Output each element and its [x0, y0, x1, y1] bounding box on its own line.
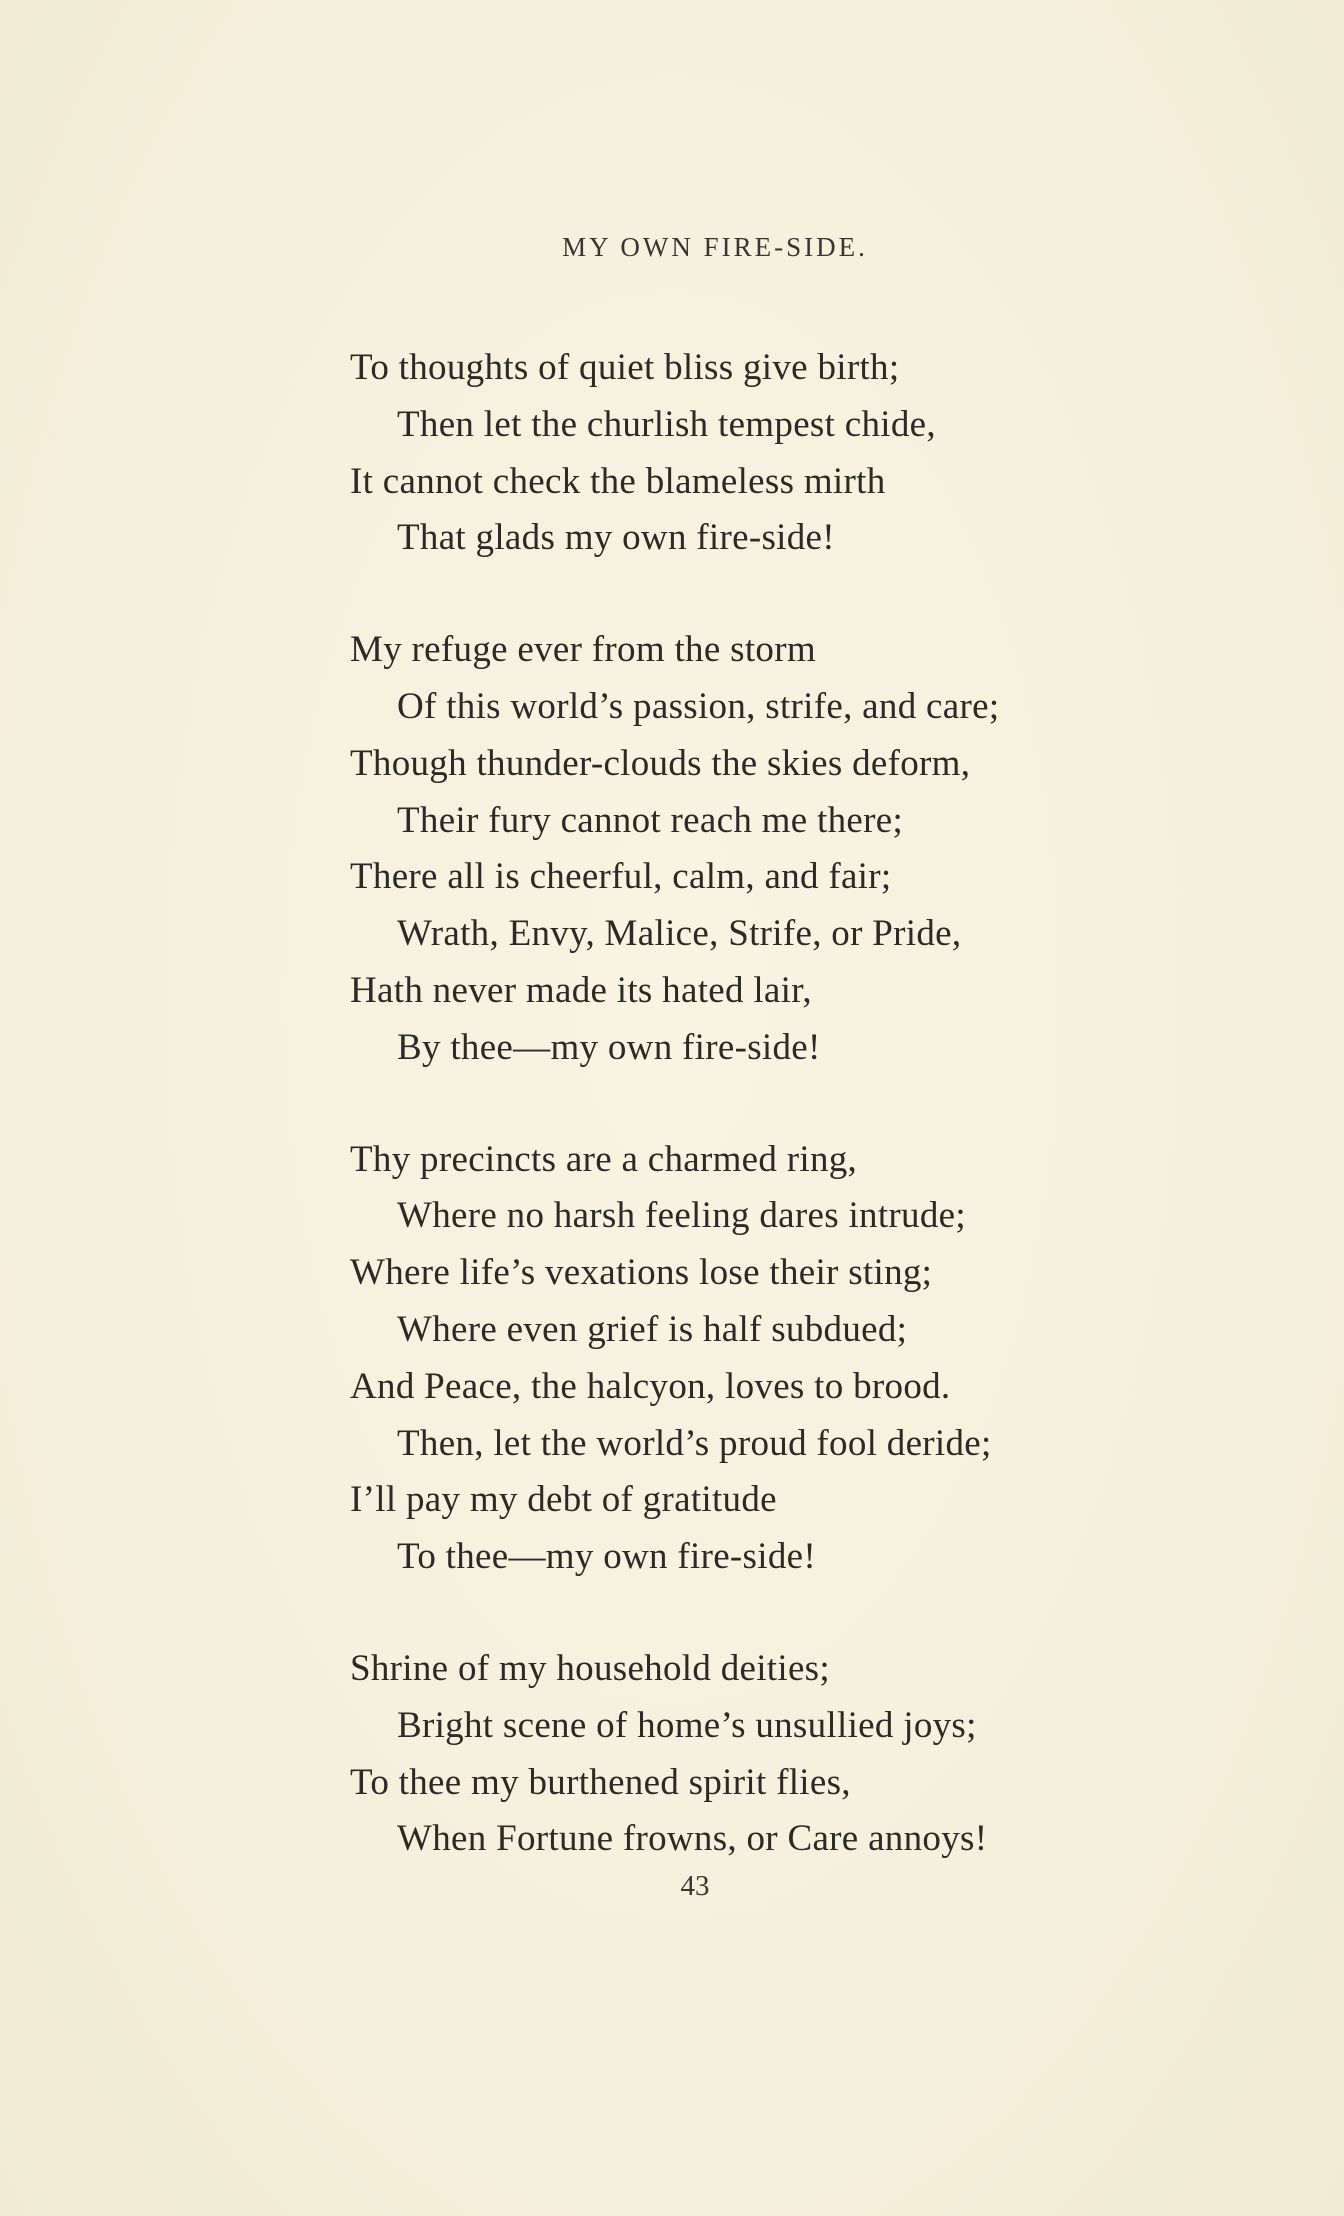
poem-line: Where life’s vexations lose their sting; — [350, 1252, 933, 1294]
poem-line: That glads my own fire-side! — [397, 517, 835, 559]
poem — [350, 340, 1250, 1868]
stanza-1 — [350, 340, 1250, 567]
running-head: MY OWN FIRE-SIDE. — [562, 232, 868, 262]
poem-line: Wrath, Envy, Malice, Strife, or Pride, — [397, 913, 962, 955]
poem-line: Then let the churlish tempest chide, — [397, 403, 936, 445]
poem-line: When Fortune frowns, or Care annoys! — [397, 1818, 988, 1860]
poem-line: Of this world’s passion, strife, and care; — [397, 685, 1000, 727]
poem-line: There all is cheerful, calm, and fair; — [350, 856, 892, 898]
poem-line: Where even grief is half subdued; — [397, 1308, 908, 1350]
poem-line: To thee my burthened spirit flies, — [350, 1761, 851, 1803]
poem-line: I’ll pay my debt of gratitude — [350, 1479, 777, 1521]
poem-line: Their fury cannot reach me there; — [397, 799, 904, 841]
poem-line: To thoughts of quiet bliss give birth; — [350, 347, 900, 388]
poem-line: Then, let the world’s proud fool deride; — [397, 1422, 992, 1464]
stanza-4 — [350, 1641, 1250, 1868]
poem-line: It cannot check the blameless mirth — [350, 460, 886, 502]
poem-line: My refuge ever from the storm — [350, 629, 816, 671]
page-number: 43 — [680, 1870, 710, 1902]
stanza-2 — [350, 622, 1250, 1076]
poem-line: Hath never made its hated lair, — [350, 969, 812, 1011]
poem-line: Bright scene of home’s unsullied joys; — [397, 1704, 977, 1746]
poem-line: Where no harsh feeling dares intrude; — [397, 1195, 966, 1237]
poem-line: Shrine of my household deities; — [350, 1647, 830, 1689]
poem-line: Thy precincts are a charmed ring, — [350, 1138, 858, 1180]
poem-line: Though thunder-clouds the skies deform, — [350, 742, 971, 784]
poem-line: By thee—my own fire-side! — [397, 1026, 821, 1068]
poem-line: To thee—my own fire-side! — [397, 1536, 816, 1578]
poem-line: And Peace, the halcyon, loves to brood. — [350, 1365, 951, 1407]
stanza-3 — [350, 1132, 1250, 1586]
